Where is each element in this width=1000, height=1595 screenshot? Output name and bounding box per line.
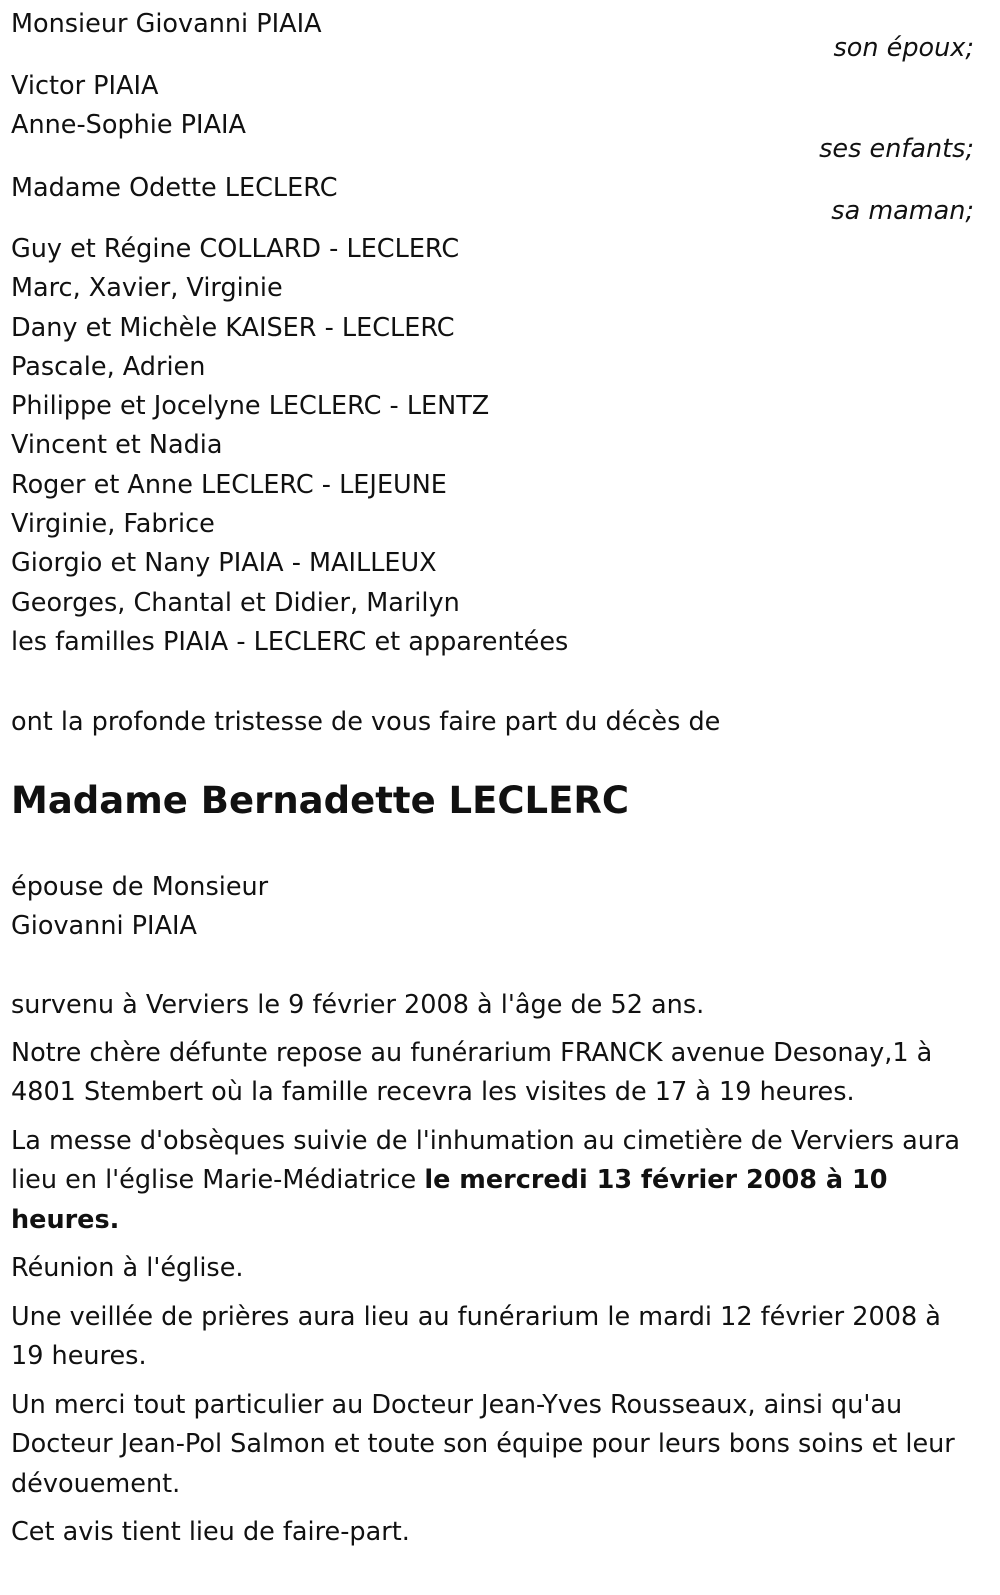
- deceased-spouse-line: épouse de Monsieur: [11, 872, 269, 902]
- thanks-message: Un merci tout particulier au Docteur Jean-Yves Rousseaux, ainsi qu'au Docteur Jean-Pol Salmon et toute son équipe pour leurs bons soins et leur dévouement.: [11, 1390, 955, 1499]
- repose-details: Notre chère défunte repose au funérarium FRANCK avenue Desonay,1 à 4801 Stembert où la famille recevra les visites de 17 à 19 heures.: [11, 1038, 933, 1108]
- child-name: Anne-Sophie PIAIA: [11, 110, 246, 141]
- relative-line: Vincent et Nadia: [11, 430, 223, 461]
- relative-line: Philippe et Jocelyne LECLERC - LENTZ: [11, 391, 490, 422]
- relative-line: Marc, Xavier, Virginie: [11, 273, 283, 304]
- relative-line: Giorgio et Nany PIAIA - MAILLEUX: [11, 548, 437, 579]
- relatives-list: [11, 230, 976, 662]
- children-relation: ses enfants;: [819, 134, 974, 164]
- vigil-details: Une veillée de prières aura lieu au funérarium le mardi 12 février 2008 à 19 heures.: [11, 1302, 941, 1372]
- relative-line: les familles PIAIA - LECLERC et apparentées: [11, 626, 569, 657]
- funeral-date: le mercredi 13 février 2008 à 10 heures.: [11, 1165, 888, 1235]
- funeral-text: La messe d'obsèques suivie de l'inhumation au cimetière de Verviers aura lieu en l'église Marie-Médiatrice: [11, 1126, 961, 1196]
- mother-name: Madame Odette LECLERC: [11, 173, 338, 203]
- deceased-spouse: [11, 868, 976, 947]
- deceased-spouse-line: Giovanni PIAIA: [11, 911, 197, 942]
- closing-note: Cet avis tient lieu de faire-part.: [11, 1517, 410, 1547]
- relative-line: Guy et Régine COLLARD - LECLERC: [11, 234, 460, 264]
- relative-line: Virginie, Fabrice: [11, 509, 215, 540]
- child-name: Victor PIAIA: [11, 71, 159, 101]
- spouse-relation: son époux;: [833, 33, 974, 63]
- relative-line: Roger et Anne LECLERC - LEJEUNE: [11, 469, 447, 500]
- spouse-name: Monsieur Giovanni PIAIA: [11, 9, 322, 39]
- funeral-details: [11, 1122, 976, 1240]
- relative-line: Dany et Michèle KAISER - LECLERC: [11, 312, 455, 343]
- relative-line: Georges, Chantal et Didier, Marilyn: [11, 587, 460, 618]
- mother-relation: sa maman;: [831, 196, 974, 226]
- announcement-text: ont la profonde tristesse de vous faire part du décès de: [11, 707, 721, 737]
- relative-line: Pascale, Adrien: [11, 351, 206, 382]
- announcement: [11, 703, 976, 742]
- deceased-name: Madame Bernadette LECLERC: [11, 779, 630, 822]
- death-details: survenu à Verviers le 9 février 2008 à l'âge de 52 ans.: [11, 990, 705, 1020]
- spouse-block: [11, 5, 976, 44]
- meeting-details: Réunion à l'église.: [11, 1253, 244, 1283]
